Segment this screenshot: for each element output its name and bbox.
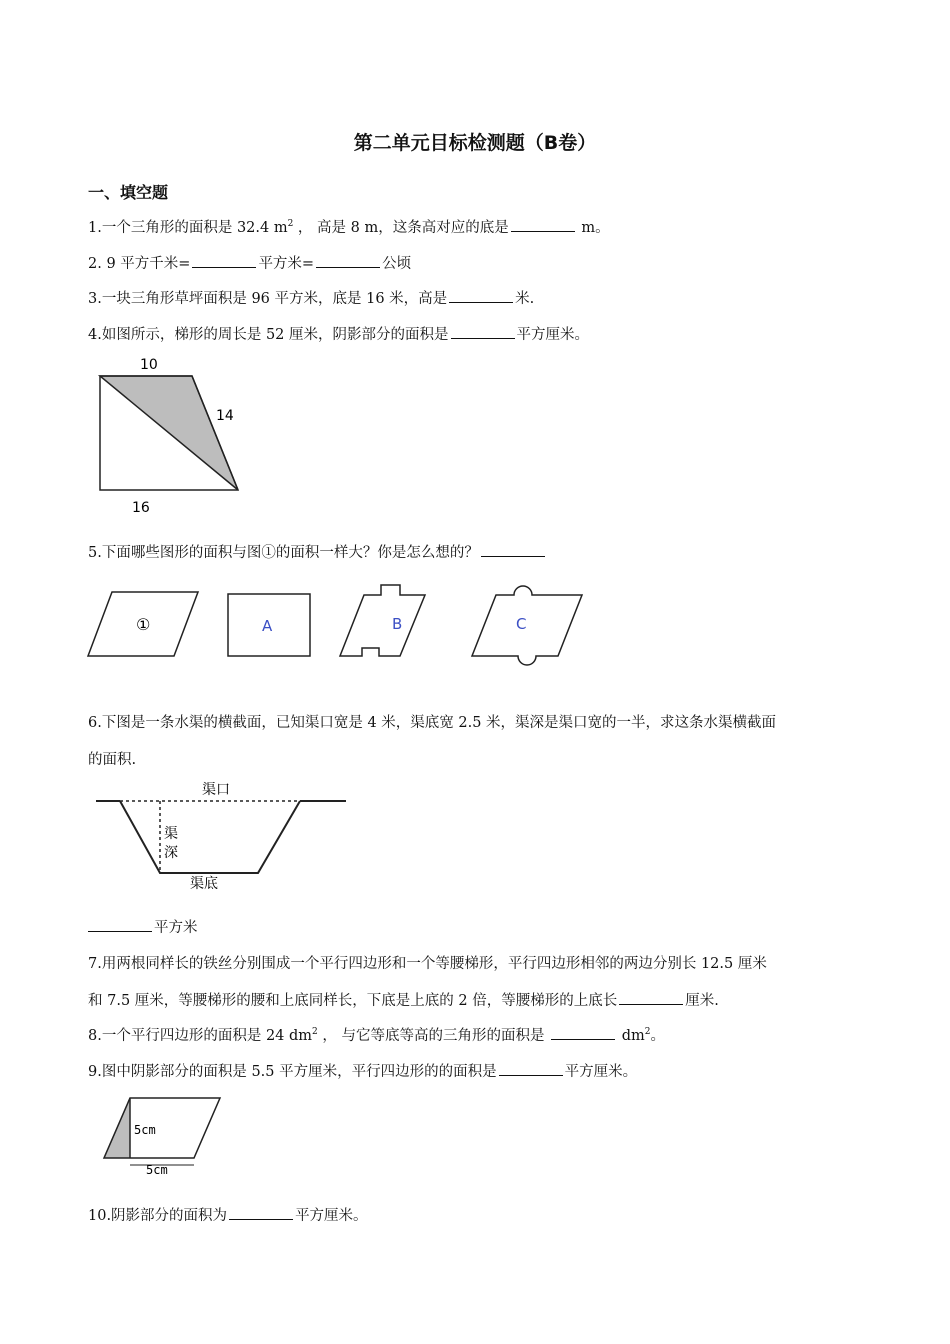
canal-outline (120, 801, 300, 873)
q7-blank[interactable] (619, 992, 683, 1005)
question-8 (88, 1024, 665, 1045)
canal-depth-label-2: 深 (164, 845, 178, 861)
q1-sup: 2 (287, 219, 294, 230)
canal-bottom-label: 渠底 (190, 876, 218, 892)
q10-text-post: 平方厘米。 (295, 1208, 368, 1224)
q8-text-mid: ， 与它等底等高的三角形的面积是 (317, 1028, 550, 1044)
question-4 (88, 323, 589, 344)
page-title: 第二单元目标检测题（B卷） (353, 132, 597, 154)
q3-blank[interactable] (449, 290, 513, 303)
question-9 (88, 1060, 637, 1081)
q9-text-post: 平方厘米。 (564, 1064, 638, 1080)
q1-text-mid: ， 高是 8 m，这条高对应的底是 (293, 220, 509, 236)
q5-blank[interactable] (481, 544, 545, 557)
q8-text-end: 。 (650, 1028, 665, 1044)
question-5 (88, 541, 547, 562)
q5-text: 5.下面哪些图形的面积与图①的面积一样大？你是怎么想的？ (88, 545, 479, 561)
q4-text-post: 平方厘米。 (516, 327, 590, 343)
shape-b-label: B (392, 615, 403, 633)
shape-a-label: A (262, 617, 273, 635)
height-label: 5cm (134, 1123, 156, 1137)
question-7-line-1: 7.用两根同样长的铁丝分别围成一个平行四边形和一个等腰梯形，平行四边形相邻的两边分别长 12.5 厘米 (88, 956, 767, 972)
q7-text: 和 7.5 厘米，等腰梯形的腰和上底同样长，下底是上底的 2 倍，等腰梯形的上底长 (88, 993, 618, 1009)
q6-answer-unit: 平方米 (154, 920, 198, 936)
question-2 (88, 252, 411, 273)
trapezoid-bottom-label: 16 (132, 500, 150, 516)
q2-blank-1[interactable] (192, 255, 256, 268)
q10-text: 10.阴影部分的面积为 (88, 1208, 228, 1224)
question-10 (88, 1204, 368, 1225)
shaded-triangle (100, 376, 238, 490)
q10-blank[interactable] (229, 1207, 293, 1220)
q2-text-post: 公顷 (382, 256, 412, 272)
q8-sup-1: 2 (312, 1027, 318, 1038)
canal-figure (94, 778, 354, 898)
q2-text: 2. 9 平方千米= (88, 256, 191, 272)
q4-text: 4.如图所示，梯形的周长是 52 厘米，阴影部分的面积是 (88, 327, 449, 343)
trapezoid-top-label: 10 (140, 357, 158, 373)
q8-sup-2: 2 (644, 1027, 651, 1038)
question-7-line-2 (88, 989, 719, 1010)
q3-text: 3.一块三角形草坪面积是 96 平方米，底是 16 米，高是 (88, 291, 448, 307)
parallelogram-figure (100, 1094, 230, 1180)
question-6-answer (88, 916, 198, 937)
q1-text: 1.一个三角形的面积是 32.4 m (88, 220, 288, 236)
shapes-figure (88, 582, 588, 672)
q8-text-post: dm (617, 1028, 645, 1044)
question-6-line-2: 的面积. (88, 752, 137, 768)
canal-depth-label-1: 渠 (164, 826, 178, 842)
q2-text-mid: 平方米= (258, 256, 315, 272)
canal-top-label: 渠口 (202, 782, 230, 798)
shape-c-figure (472, 586, 582, 665)
q1-blank[interactable] (511, 219, 575, 232)
q2-blank-2[interactable] (316, 255, 380, 268)
q1-text-post: m。 (576, 220, 610, 236)
q6-blank[interactable] (88, 919, 152, 932)
trapezoid-figure (88, 350, 258, 520)
question-3 (88, 287, 534, 308)
shape-b-figure (340, 585, 425, 656)
shape-1-label: ① (136, 615, 151, 634)
q8-text: 8.一个平行四边形的面积是 24 dm (88, 1028, 313, 1044)
q7-text-post: 厘米. (685, 993, 719, 1009)
q3-text-post: 米. (515, 291, 535, 307)
section-heading: 一、填空题 (88, 183, 169, 202)
question-1 (88, 216, 610, 237)
q9-blank[interactable] (499, 1063, 563, 1076)
q4-blank[interactable] (451, 326, 515, 339)
q8-blank[interactable] (551, 1027, 615, 1040)
base-label: 5cm (146, 1163, 168, 1177)
shape-c-label: C (516, 615, 527, 633)
q9-text: 9.图中阴影部分的面积是 5.5 平方厘米，平行四边形的的面积是 (88, 1064, 497, 1080)
question-6-line-1: 6.下图是一条水渠的横截面，已知渠口宽是 4 米，渠底宽 2.5 米，渠深是渠口宽的一半，求这条水渠横截面 (88, 715, 777, 731)
trapezoid-side-label: 14 (216, 408, 234, 424)
